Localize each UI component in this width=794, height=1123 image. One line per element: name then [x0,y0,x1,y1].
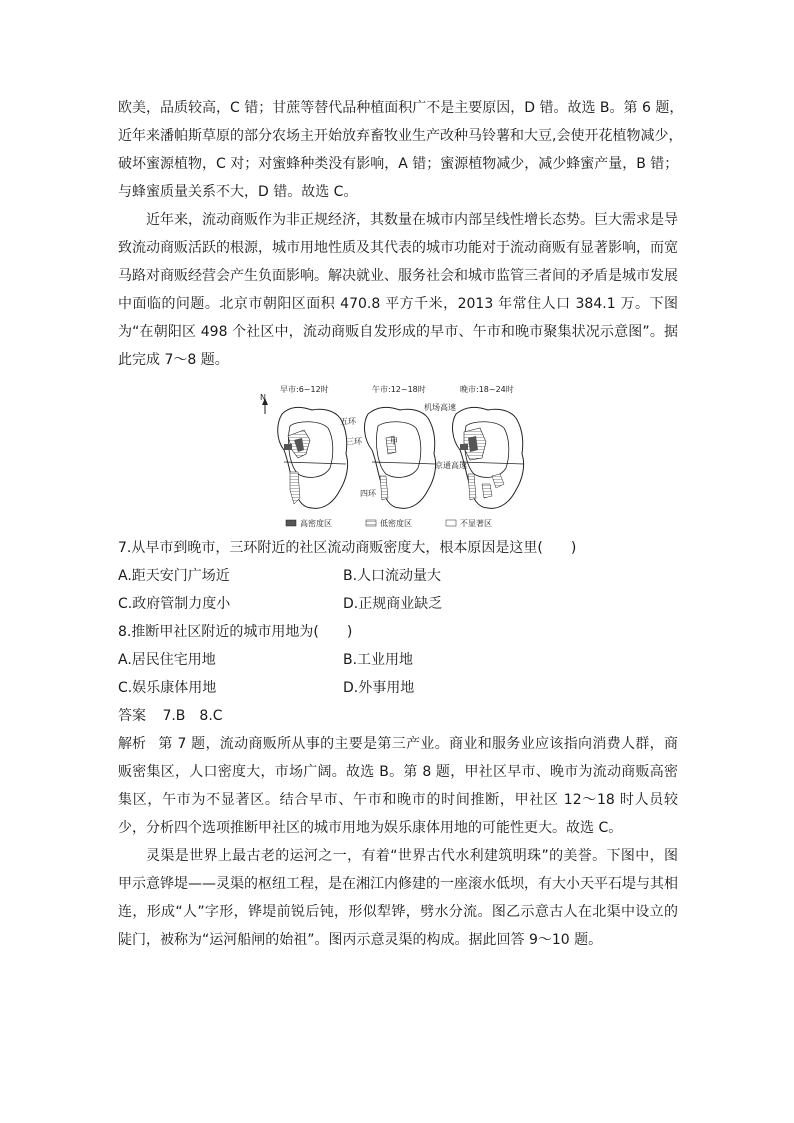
question-7 [118,534,678,618]
answer-label: 答案 [118,708,146,724]
question-stem: 8.推断甲社区附近的城市用地为( ) [118,624,353,640]
panel-title-morning: 早市:6~12时 [280,385,329,394]
analysis-label: 解析 [118,736,146,752]
panel-title-afternoon: 午市:12~18时 [372,385,426,394]
label-jingtong-expressway: 京通高速 [435,461,467,470]
label-fourth-ring: 四环 [360,489,376,498]
text-line: 欧美，品质较高，C 错；甘蔗等替代品种植面积广不是主要原因，D 错。故选 B。第 6 题， [118,100,684,116]
label-jia: 甲 [390,437,398,446]
legend-swatch-none [446,520,456,526]
option-a: A.居民住宅用地 [118,652,216,668]
map-figure [118,380,678,530]
answer-line [118,702,678,730]
option-d: D.正规商业缺乏 [343,596,443,612]
panel-title-evening: 晚市:18~24时 [460,385,514,394]
document-body [118,94,684,954]
text-line: 与蜂蜜质量关系不大，D 错。故选 C。 [118,184,358,200]
lingqu-paragraph: 灵渠是世界上最古老的运河之一，有着“世界古代水利建筑明珠”的美誉。下图中，图甲示意铧堤——灵渠的枢纽工程，是在湘江内修建的一座滚水低坝，有大小天平石堤与其相连，形成“人”字形，铧堤前锐后钝，形似犁铧，劈水分流。图乙示意古人在北渠中设立的陡门，被称为“运河船闸的始祖”。图丙示意灵渠的构成。据此回答 9～10 题。 [118,848,678,948]
analysis-text: 第 7 题，流动商贩所从事的主要是第三产业。商业和服务业应该指向消费人群，商贩密集区，人口密度大，市场广阔。故选 B。第 8 题，甲社区早市、晚市为流动商贩高密集区，午市为不显著区。结合早市、午市和晚市的时间推断，甲社区 12～18 时人员较少，分析四个选项推断甲社区的城市用地为娱乐康体用地的可能性更大。故选 C。 [118,736,678,836]
label-third-ring: 三环 [346,437,362,446]
label-airport-expressway: 机场高速 [424,403,456,412]
map-panel-evening [453,407,524,508]
question-stem: 7.从早市到晚市，三环附近的社区流动商贩密度大，根本原因是这里( ) [118,540,577,556]
analysis-paragraph [118,730,678,842]
option-d: D.外事用地 [343,680,415,696]
map-panel-morning [278,407,348,508]
legend-not-significant: 不显著区 [460,519,492,528]
intro-paragraph: 近年来，流动商贩作为非正规经济，其数量在城市内部呈线性增长态势。巨大需求是导致流动商贩活跃的根源，城市用地性质及其代表的城市功能对于流动商贩有显著影响，而宽马路对商贩经营会产生负面影响。解决就业、服务社会和城市监管三者间的矛盾是城市发展中面临的问题。北京市朝阳区面积 470.8 平方千米，2013 年常住人口 384.1 万。下图为“在朝阳区 498 个社区中，流动商贩自发形成的早市、午市和晚市聚集状况示意图”。据此完成 7～8 题。 [118,212,678,368]
map-legend [286,518,492,528]
text-line: 近年来潘帕斯草原的部分农场主开始放弃畜牧业生产改种马铃薯和大豆,会使开花植物减少， [118,128,683,144]
option-a: A.距天安门广场近 [118,568,230,584]
legend-high-density: 高密度区 [300,519,332,528]
legend-low-density: 低密度区 [380,519,412,528]
option-c: C.娱乐康体用地 [118,680,217,696]
question-8 [118,618,678,702]
option-b: B.人口流动量大 [343,568,442,584]
option-c: C.政府管制力度小 [118,596,231,612]
answer-text: 7.B 8.C [162,708,223,724]
legend-swatch-low [366,520,376,526]
text-line: 破坏蜜源植物，C 对；对蜜蜂种类没有影响，A 错；蜜源植物减少，减少蜂蜜产量，B 错； [118,156,679,172]
previous-analysis-paragraph [118,94,684,206]
option-b: B.工业用地 [343,652,414,668]
map-svg [260,380,545,530]
legend-swatch-high [286,520,296,526]
north-label: N [260,393,266,402]
label-fifth-ring: 五环 [340,417,356,426]
